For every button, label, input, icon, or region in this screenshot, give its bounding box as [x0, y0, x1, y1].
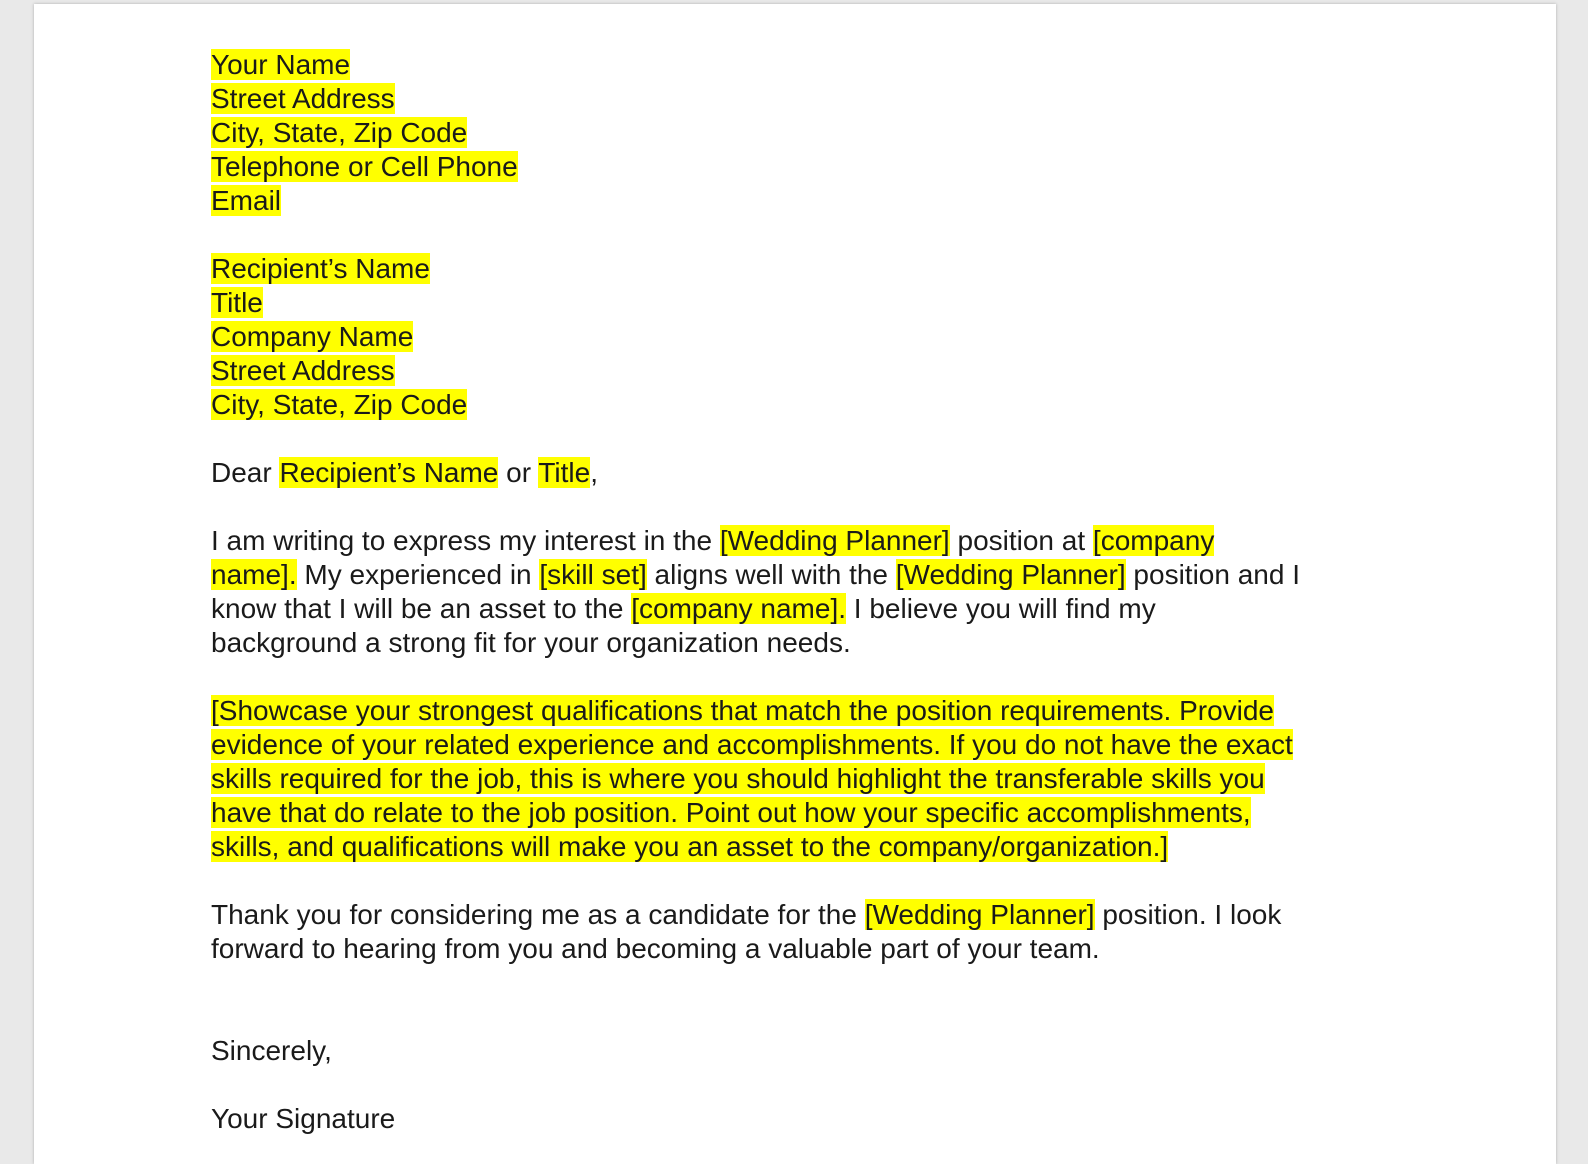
recipient-street: Street Address [211, 355, 395, 386]
p1-text-2: position at [949, 525, 1093, 556]
p1-text-6: know that I will be an asset to the [211, 593, 632, 624]
paragraph-thanks [211, 898, 1391, 966]
p3-text-1: Thank you for considering me as a candidate for the [211, 899, 865, 930]
salutation-dear: Dear [211, 457, 280, 488]
p2-line-5: skills, and qualifications will make you an asset to the company/organization.] [211, 831, 1169, 862]
salutation-title: Title [538, 457, 591, 488]
recipient-block [211, 252, 1391, 422]
p1-skill-placeholder: [skill set] [539, 559, 647, 590]
salutation-recipient-name: Recipient’s Name [279, 457, 499, 488]
p3-text-3: forward to hearing from you and becoming a valuable part of your team. [211, 933, 1100, 964]
p1-company-placeholder-part2: name]. [211, 559, 297, 590]
p3-position-placeholder: [Wedding Planner] [864, 899, 1095, 930]
p1-text-1: I am writing to express my interest in the [211, 525, 720, 556]
p1-text-7: I believe you will find my [846, 593, 1156, 624]
recipient-company: Company Name [211, 321, 414, 352]
paragraph-qualifications [211, 694, 1391, 864]
p1-position-placeholder-2: [Wedding Planner] [895, 559, 1126, 590]
sender-city-state-zip: City, State, Zip Code [211, 117, 468, 148]
sender-street: Street Address [211, 83, 395, 114]
sender-phone: Telephone or Cell Phone [211, 151, 518, 182]
p1-text-4: aligns well with the [646, 559, 896, 590]
p3-text-2: position. I look [1094, 899, 1282, 930]
p2-line-2: evidence of your related experience and accomplishments. If you do not have the exact [211, 729, 1293, 760]
salutation-comma: , [590, 457, 598, 488]
sender-email: Email [211, 185, 282, 216]
letter-body [211, 48, 1391, 1136]
signature-block [211, 1102, 1391, 1136]
paragraph-interest [211, 524, 1391, 660]
sender-block [211, 48, 1391, 218]
p1-company-placeholder-part1: [company [1092, 525, 1215, 556]
closing-text: Sincerely, [211, 1035, 332, 1066]
p1-text-8: background a strong fit for your organization needs. [211, 627, 851, 658]
closing [211, 1034, 1391, 1068]
recipient-name: Recipient’s Name [211, 253, 430, 284]
p1-text-5: position and I [1125, 559, 1300, 590]
recipient-title: Title [211, 287, 263, 318]
p1-position-placeholder: [Wedding Planner] [719, 525, 950, 556]
p2-line-4: have that do relate to the job position. Point out how your specific accomplishments, [211, 797, 1251, 828]
recipient-city-state-zip: City, State, Zip Code [211, 389, 468, 420]
signature-text: Your Signature [211, 1103, 396, 1134]
salutation [211, 456, 1391, 490]
sender-name: Your Name [211, 49, 351, 80]
p2-line-3: skills required for the job, this is where you should highlight the transferable skills you [211, 763, 1265, 794]
p2-line-1: [Showcase your strongest qualifications that match the position requirements. Provide [211, 695, 1275, 726]
salutation-or: or [498, 457, 539, 488]
document-page [34, 4, 1556, 1164]
p1-company-placeholder-2: [company name]. [631, 593, 847, 624]
p1-text-3: My experienced in [296, 559, 540, 590]
